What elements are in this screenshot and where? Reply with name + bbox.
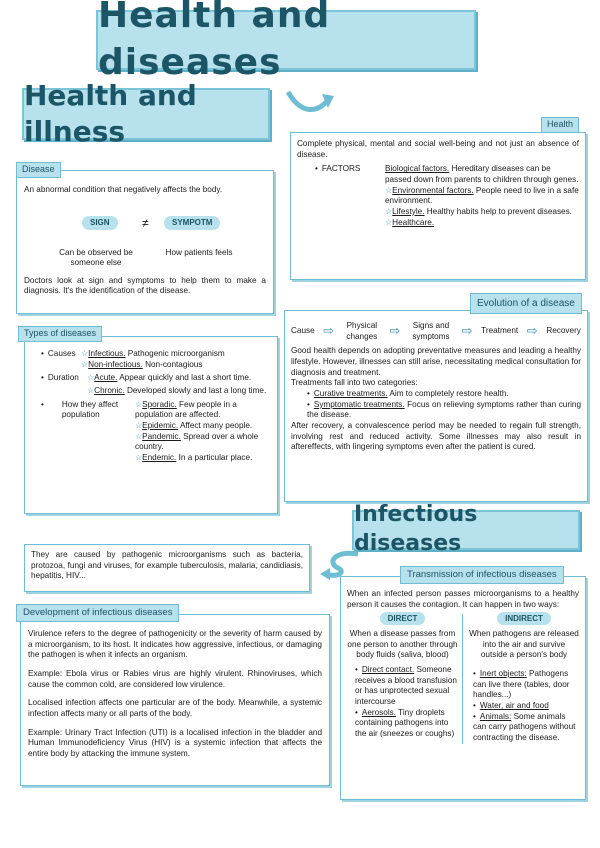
aerosols-item: • Aerosols. Tiny droplets containing pathogens into the air (sneezes or coughs) (347, 708, 458, 740)
health-box (290, 132, 586, 280)
disease-box (16, 170, 274, 314)
not-equal-icon: ≠ (142, 215, 149, 230)
disease-definition: An abnormal condition that negatively affects the body. (24, 185, 223, 194)
symptomatic-item: • Symptomatic treatments. Focus on relieving symptoms rather than curing the disease. (291, 400, 581, 421)
page-title: Health and diseases (96, 10, 476, 70)
development-p1: Virulence refers to the degree of pathogenicity or the severity of harm caused by a microorganism, to its host. It indicates how aggressive, infectious, or damaging the pathogen is when it infects an organism. (28, 629, 322, 660)
factor-environmental: ☆Environmental factors. People need to live in a safe environment. (385, 185, 579, 206)
type-pandemic: ☆Pandemic. Spread over a whole country. (135, 431, 259, 452)
direct-contact-item: • Direct contact. Someone receives a blood transfusion or has unprotected sexual intercourse (347, 665, 458, 708)
star-icon: ☆ (385, 206, 393, 216)
step-physical: Physical changes (346, 321, 378, 341)
evolution-p3: After recovery, a convalescence period may be needed to regain full strength, involving rest and reduced activity. Some illnesses may also result in aftereffects, with lingering symptoms even after the patient is cured. (291, 420, 581, 452)
indirect-column (463, 614, 579, 743)
health-intro: Complete physical, mental and social well-being and not just an absence of disease. (297, 139, 579, 159)
step-cause: Cause (291, 326, 315, 336)
arrow-icon: ⇨ (323, 323, 335, 339)
disease-tag: Disease (16, 162, 61, 178)
sign-description: Can be observed be someone else (59, 247, 133, 268)
transmission-box (340, 576, 586, 800)
evolution-flow (291, 321, 581, 342)
causes-label: Causes (47, 349, 76, 358)
inert-objects-item: • Inert objects: Pathogens can live there (tables, door handles...) (469, 669, 579, 701)
section-title-health-illness: Health and illness (22, 88, 270, 140)
indirect-description: When pathogens are released into the air and survive outside a person's body (469, 628, 579, 660)
water-item: • Water, air and food (469, 701, 579, 712)
types-tag: Types of diseases (18, 326, 102, 342)
transmission-tag: Transmission of infectious diseases (400, 566, 564, 584)
types-box (24, 336, 278, 514)
type-noninfectious: ☆Non-infectious. Non-contagious (81, 359, 203, 369)
direct-description: When a disease passes from one person to another through body fluids (saliva, blood) (347, 628, 458, 660)
type-endemic: ☆Endemic. In a particular place. (135, 452, 253, 462)
symptom-pill: SYMPOTM (164, 216, 220, 230)
type-infectious: ☆Infectious. Pathogenic microorganism (81, 349, 225, 358)
factor-lifestyle: ☆Lifestyle. Healthy habits help to prevent diseases. (385, 206, 572, 216)
type-chronic: ☆Chronic. Developed slowly and last a long time. (87, 385, 267, 395)
type-acute: ☆Acute. Appear quickly and last a short time. (87, 373, 252, 383)
infectious-intro: They are caused by pathogenic microorganisms such as bacteria, protozoa, fungi and viruses, for example tuberculosis, malaria, candidiasis, hepatitis, HIV... (31, 550, 303, 581)
direct-pill: DIRECT (380, 612, 426, 625)
star-icon: ☆ (385, 185, 393, 195)
star-icon: ☆ (385, 217, 393, 227)
factors-label: FACTORS (321, 164, 361, 174)
curative-item: • Curative treatments. Aim to completely restore health. (291, 389, 581, 400)
evolution-p1: Good health depends on adopting preventative measures and leading a healthy lifestyle. However, illnesses can still arise, necessitating medical consultation for diagnosis and treatment. (291, 346, 581, 377)
duration-label: Duration (47, 373, 79, 383)
development-tag: Development of infectious diseases (16, 604, 179, 622)
step-treatment: Treatment (481, 326, 519, 336)
development-p4: Example: Urinary Tract Infection (UTI) is a localised infection in the bladder and Human Immunodeficiency Virus (HIV) is a systemic infection that affects the entire body by attacking the immune system. (28, 727, 322, 758)
evolution-p2: Treatments fall into two categories: (291, 378, 418, 388)
development-box (20, 614, 330, 786)
evolution-box (284, 310, 588, 502)
development-p2: Example: Ebola virus or Rabies virus are highly virulent. Rhinoviruses, which cause the common cold, are considered low virulence. (28, 668, 322, 689)
step-signs: Signs and symptoms (412, 321, 450, 341)
health-tag: Health (541, 117, 579, 133)
type-sporadic: ☆Sporadic. Few people in a population are affected. (135, 399, 237, 420)
indirect-pill: INDIRECT (497, 612, 551, 625)
infectious-intro-box (24, 544, 310, 592)
animals-item: • Animals: Some animals can carry pathogens without contracting the disease. (469, 712, 579, 744)
symptom-description: How patients feels (165, 247, 233, 257)
arrow-icon: ⇨ (389, 323, 401, 339)
evolution-tag: Evolution of a disease (470, 293, 582, 314)
factor-biological: Biological factors. Hereditary diseases can be passed down from parents to children through genes. (385, 164, 579, 184)
arrow-icon: ⇨ (526, 323, 538, 339)
arrow-icon: ⇨ (461, 323, 473, 339)
section-title-infectious: Infectious diseases (352, 510, 580, 550)
affect-label: How they affect population (61, 399, 119, 420)
direct-column (347, 614, 463, 743)
factor-healthcare: ☆Healthcare. (385, 217, 435, 227)
curved-arrow-icon (284, 86, 336, 120)
transmission-intro: When an infected person passes microorganisms to a healthy person it causes the contagion. It can happen in two ways: (347, 589, 579, 609)
sign-pill: SIGN (82, 216, 118, 230)
development-p3: Localised infection affects one particular are of the body. Meanwhile, a systemic infection affects many or all parts of the body. (28, 698, 322, 718)
diagnosis-text: Doctors look at sign and symptoms to help them to make a diagnosis. It's the identification of the disease. (24, 275, 266, 296)
step-recovery: Recovery (546, 326, 581, 336)
type-epidemic: ☆Epidemic. Affect many people. (135, 420, 253, 430)
